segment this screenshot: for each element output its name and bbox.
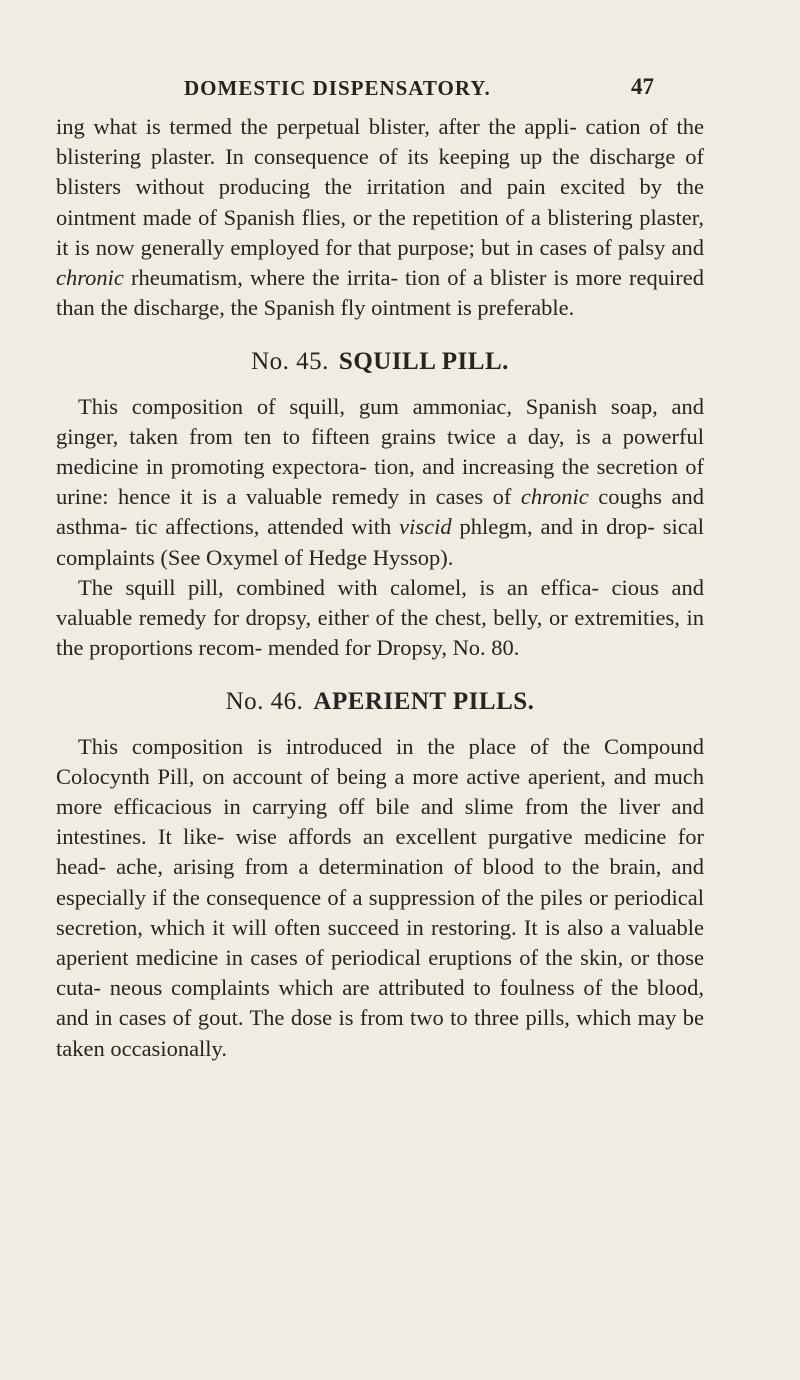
section-title: APERIENT PILLS.: [313, 688, 535, 716]
aperient-paragraph: This composition is introduced in the place of the Compound Colocynth Pill, on account of being a more active aperient, and much more efficacious in carrying off bile and slime from the liver and intestines. It like- wise affords an excellent purgative medicine for head- ache, arising from a determination of blood to the brain, and especially if the consequence of a suppression of the piles or periodical secretion, which it will often succeed in restoring. It is also a valuable aperient medicine in cases of periodical eruptions of the skin, or those cuta- neous complaints which are attributed to foulness of the blood, and in cases of gout. The dose is from two to three pills, which may be taken occasionally.: [56, 733, 704, 1061]
running-title: DOMESTIC DISPENSATORY.: [184, 76, 491, 100]
page-number: 47: [631, 74, 654, 99]
intro-paragraph: ing what is termed the perpetual blister, after the appli- cation of the blistering plaster. In consequence of its keeping up the discharge of blisters without producing the irritation and pain excited by the ointment made of Spanish flies, or the repetition of a blistering plaster, it is now generally employed for that purpose; but in cases of palsy and chronic rheumatism, where the irrita- tion of a blister is more required than the discharge, the Spanish fly ointment is preferable.: [56, 114, 704, 321]
section-heading-aperient-pills: [56, 687, 704, 717]
page-body: [56, 112, 704, 1064]
page-header: [184, 76, 654, 106]
squill-paragraph-2: The squill pill, combined with calomel, is an effica- cious and valuable remedy for dropsy, either of the chest, belly, or extremities, in the proportions recom- mended for Dropsy, No. 80.: [56, 574, 704, 661]
section-number: No. 46.: [225, 688, 304, 716]
squill-paragraph-1: This composition of squill, gum ammoniac, Spanish soap, and ginger, taken from ten to fifteen grains twice a day, is a powerful medicine in promoting expectora- tion, and increasing the secretion of urine: hence it is a valuable remedy in cases of chronic coughs and asthma- tic affections, attended with viscid phlegm, and in drop- sical complaints (See Oxymel of Hedge Hyssop).: [56, 393, 704, 570]
section-heading-squill-pill: [56, 347, 704, 377]
section-number: No. 45.: [251, 348, 329, 376]
section-title: SQUILL PILL.: [338, 348, 509, 376]
